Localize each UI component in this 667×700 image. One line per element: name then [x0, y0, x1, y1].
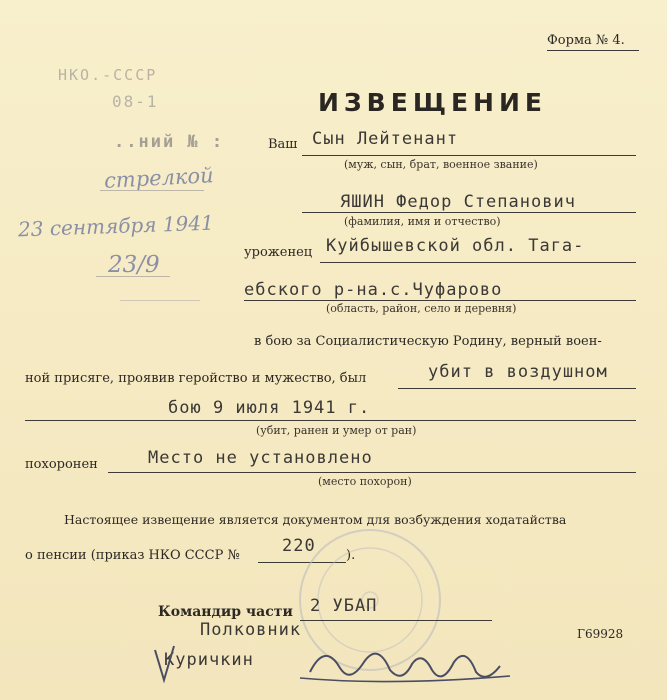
birthplace-caption: (область, район, село и деревня) — [326, 302, 517, 315]
handwritten-unit: стрелкой — [103, 163, 215, 193]
name-caption: (фамилия, имя и отчество) — [344, 215, 501, 228]
unit-underline — [100, 190, 204, 191]
print-code: Г69928 — [577, 627, 624, 641]
form-number-underline — [547, 50, 639, 51]
birthplace-value-line1: Куйбышевской обл. Тага- — [326, 236, 585, 256]
pension-suffix: ). — [346, 548, 356, 563]
signature-name: Куричкин — [164, 650, 254, 670]
addressee-line — [302, 155, 636, 156]
name-value: ЯШИН Федор Степанович — [340, 192, 576, 212]
fate-line2-rule — [25, 420, 636, 421]
burial-prefix: похоронен — [25, 457, 98, 472]
handwritten-signature — [150, 632, 530, 692]
fate-line1-rule — [398, 388, 636, 389]
signature-label: Командир части — [158, 604, 293, 620]
addressee-value: Сын Лейтенант — [312, 129, 459, 149]
fate-line1: убит в воздушном — [428, 362, 608, 382]
handwritten-date: 23 сентября 1941 — [17, 210, 215, 242]
signature-rank: Полковник — [200, 620, 302, 640]
burial-line — [108, 472, 636, 473]
ref-underline — [96, 276, 170, 277]
birthplace-value-line2: ебского р-на.с.Чуфарово — [244, 280, 503, 300]
addressee-prefix: Ваш — [268, 137, 298, 152]
birthplace-prefix: уроженец — [244, 245, 313, 260]
stamp-unit-number: 08-1 — [112, 92, 159, 111]
form-number: Форма № 4. — [547, 33, 625, 48]
body-line2: ной присяге, проявив геройство и мужество, был — [25, 371, 367, 386]
burial-caption: (место похорон) — [318, 475, 412, 488]
signature-unit: 2 УБАП — [310, 596, 378, 616]
pension-line1: Настоящее извещение является документом для возбуждения ходатайства — [64, 512, 567, 527]
stamp-org: НКО.-СССР — [58, 66, 158, 84]
stamp-block-divider — [120, 300, 200, 301]
name-line — [302, 212, 636, 213]
fate-caption: (убит, ранен и умер от ран) — [256, 424, 417, 437]
document-title: ИЗВЕЩЕНИЕ — [318, 88, 547, 117]
birthplace-line1 — [320, 262, 636, 263]
order-number: 220 — [282, 536, 316, 556]
signature-line — [300, 620, 492, 621]
pension-prefix: о пенсии (приказ НКО СССР № — [25, 548, 240, 563]
fate-line2: бою 9 июля 1941 г. — [168, 398, 371, 418]
body-line1: в бою за Социалистическую Родину, верный воен- — [254, 334, 602, 349]
burial-value: Место не установлено — [148, 448, 373, 468]
handwritten-ref-number: 23/9 — [108, 252, 160, 278]
addressee-caption: (муж, сын, брат, военное звание) — [344, 158, 538, 171]
stamp-garbled: ..ний № : — [114, 132, 225, 152]
birthplace-line2 — [244, 300, 636, 301]
